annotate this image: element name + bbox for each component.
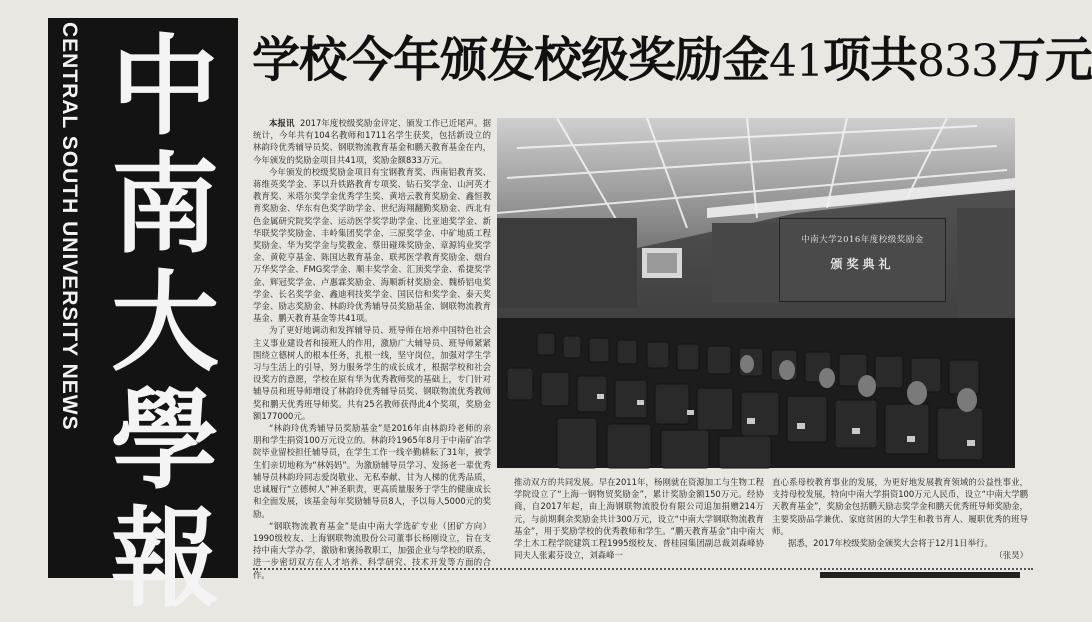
masthead-english: CENTRAL SOUTH UNIVERSITY NEWS — [58, 22, 81, 431]
ceremony-photo — [497, 118, 1015, 468]
article-headline — [252, 20, 1092, 100]
article-paragraph: “林韵玲优秀辅导员奖励基金”是2016年由林韵玲老师的亲朋和学生捐资100万元设立的。林韵玲1965年8月于中南矿冶学院毕业留校担任辅导员，在学生工作一线辛勤耕耘了31年，被学生们亲切地称为“林妈妈”。为激励辅导员学习、发扬老一辈优秀辅导员林韵玲同志爱岗敬业、无私奉献、甘为人梯的优秀品质，忠诚履行“立德树人”神圣职责，更高质量服务于学生的健康成长和全面发展，该基金每年奖励辅导员8人，予以每人5000元的奖励。 — [253, 423, 491, 519]
article-paragraph: “钢联物流教育基金”是由中南大学选矿专业（团矿方向）1990级校友、上海钢联物流股份公司董事长杨刚设立，旨在支持中南大学办学，激励和褒扬教职工，加强企业与学校的联系，进一步密切双方在人才培养、科学研究、技术开发等方面的合作。 — [253, 520, 491, 580]
article-paragraph: 今年颁发的校级奖励金项目有宝钢教育奖、西南铝教育奖、蒋维英奖学金、茅以升铁路教育专项奖、钻石奖学金、山河英才教育奖、米塔尔奖学金优秀学生奖、黄培云教育奖励金、鑫恒教育奖励金、华东有色奖学助学金、世纪海翔翻勤奖励金、西北有色金属研究院奖学金、运动医学奖学助学金、比亚迪奖学金、新华联奖学奖励金、丰岭集团奖学金、三原奖学金、中矿地质工程奖励金、华为奖学金与奖教金、蔡田碰珠奖励金、章源钨业奖学金、黄乾亨基金、陈国达教育基金、联邦医学教育奖励金、烟台万华奖学金、FMG奖学金、顺丰奖学金、汇顶奖学金、希捷奖学金、辉冠奖学金、卢惠霖奖励金、海顺新材奖励金、魏桥铝电奖学金、长名奖学金、鑫迪利技奖学金、国民信和奖学金、泰天奖学金、励志奖励金、林韵玲优秀辅导员奖励基金、钢联物流教育基金、鹏天教育基金等共41项。 — [253, 166, 491, 324]
masthead-char: 大 — [110, 260, 219, 386]
masthead-char: 中 — [110, 24, 219, 150]
masthead-char: 學 — [110, 378, 219, 504]
headline-number: 41 — [769, 36, 824, 87]
headline-part: 项共 — [823, 32, 918, 88]
article-column-right — [772, 476, 1028, 566]
article-column-middle — [514, 476, 764, 566]
byline: 本报讯 — [269, 118, 295, 128]
next-article-bar — [820, 572, 1020, 578]
article-paragraph: 据悉，2017年校级奖励金颁奖大会将于12月1日举行。 — [788, 538, 993, 549]
headline-part: 学校今年颁发校级奖励金 — [252, 32, 770, 88]
article-column-left — [253, 117, 491, 580]
headline-number: 833 — [917, 36, 999, 87]
article-paragraph: 推动双方的共同发展。早在2011年，杨刚就在资源加工与生物工程学院设立了“上海一钢物贸奖励金”，累计奖励金额150万元。经协商，自2017年起，由上海钢联物流股份有限公司追加捐赠214万元，与前期剩余奖励金共计300万元，设立“中南大学钢联物流教育基金”，用于奖励学校的优秀教师和学生。“鹏天教育基金”由中南大学土木工程学院建筑工程1995级校友、普桂园集团副总裁刘森峰协同夫人张素芬设立，刘森峰一 — [514, 477, 764, 561]
masthead-chinese — [95, 24, 235, 622]
screen-title: 中南大学2016年度校级奖励金 — [801, 235, 924, 245]
stage-screen — [779, 218, 946, 302]
author-signature: （张昊） — [994, 550, 1028, 561]
headline-part: 万元 — [998, 32, 1092, 88]
paragraph-text: 2017年度校级奖励金评定、颁发工作已近尾声。据统计，今年共有104名教师和1711名学生获奖，包括新设立的林韵玲优秀辅导员奖、钢联物流教育基金和鹏天教育基金在内，今年颁发的奖励金项目共41项，奖励金额833万元。 — [253, 118, 491, 165]
screen-subtitle: 颁奖典礼 — [830, 257, 895, 271]
article-paragraph: 直心系母校教育事业的发展，为更好地发展教育领域的公益性事业，支持母校发展，特向中南大学捐资100万元人民币，设立“中南大学鹏天教育基金”，奖励金包括鹏天励志奖学金和鹏天优秀班导师奖励金，主要奖励品学兼优、家庭贫困的大学生和教书育人、履职优秀的班导师。 — [772, 477, 1028, 536]
masthead-char: 南 — [110, 142, 219, 268]
article-paragraph: 为了更好地调动和发挥辅导员、班导师在培养中国特色社会主义事业建设者和接班人的作用，激励广大辅导员、班导师紧紧围绕立德树人的根本任务，扎根一线，坚守岗位，加强对学生学习与生活上的引导，努力服务学生的成长成才，根据学校和社会设奖方的意愿，学校在原有华为优秀教师奖的基础上，专门针对辅导员和班导师增设了林韵玲优秀辅导员奖、钢联物流优秀教师奖和鹏天优秀班导师奖。共有25名教师获得此4个奖项，奖励金额177000元。 — [253, 325, 491, 421]
article-paragraph — [253, 117, 491, 166]
masthead-char: 報 — [110, 496, 219, 622]
